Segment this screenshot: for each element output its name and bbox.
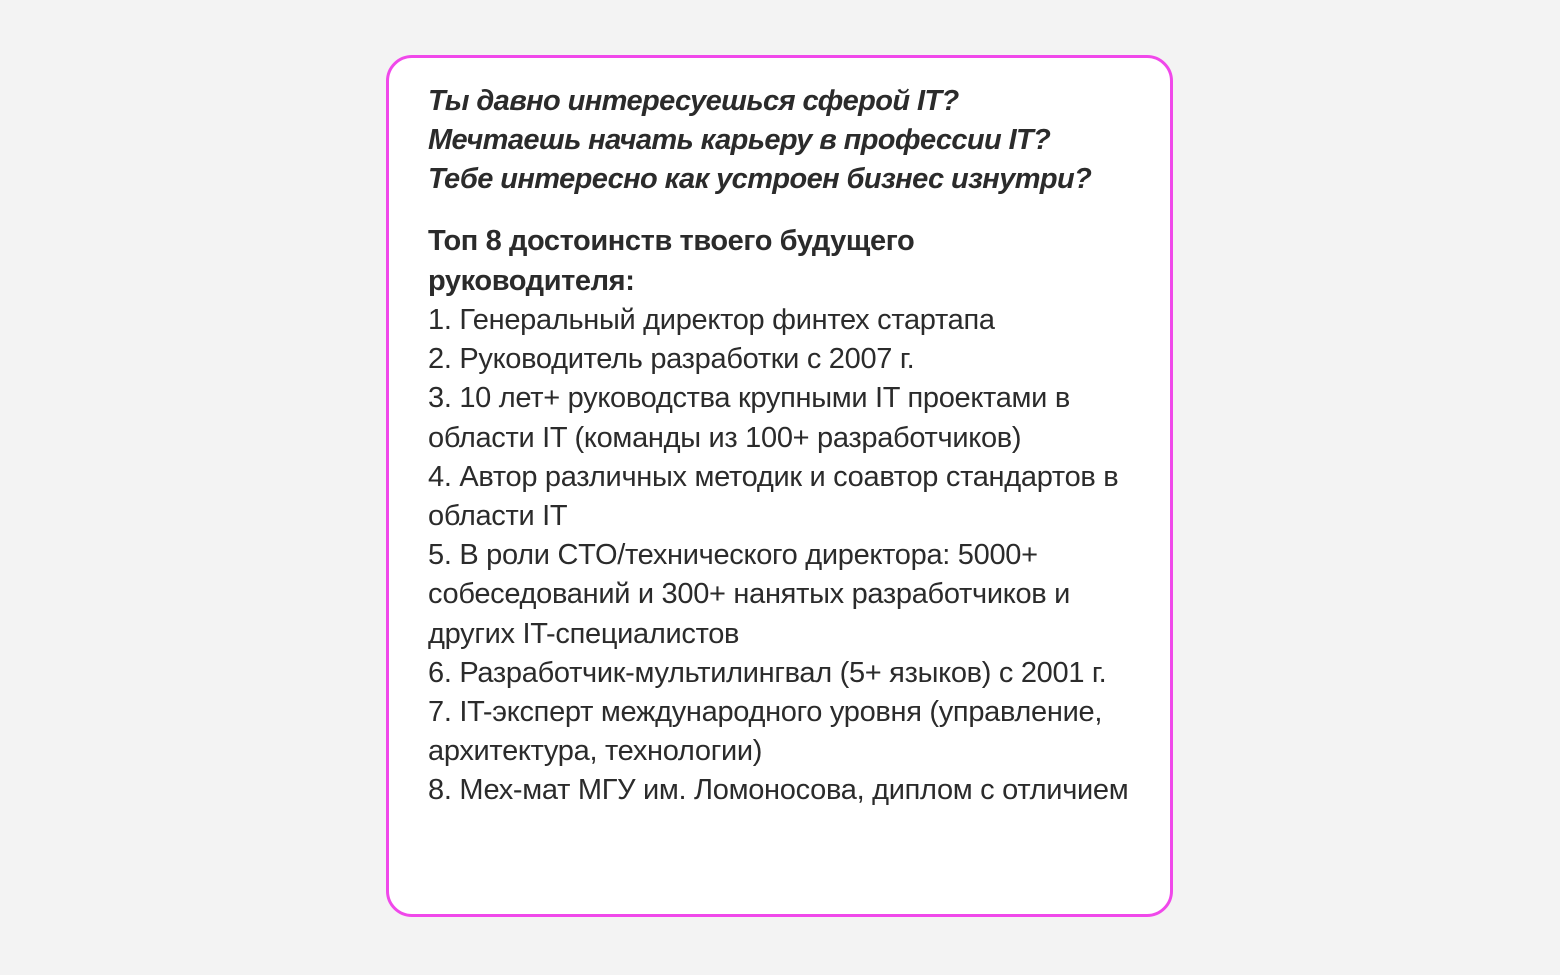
intro-questions	[428, 82, 1140, 199]
list-heading: Топ 8 достоинств твоего будущего руководителя:	[428, 225, 915, 297]
list-item: 1. Генеральный директор финтех стартапа	[428, 304, 995, 336]
list-item: 7. IT-эксперт международного уровня (управление, архитектура, технологии)	[428, 696, 1103, 768]
advantages-list	[428, 301, 1140, 811]
list-item: 3. 10 лет+ руководства крупными IT проектами в области IT (команды из 100+ разработчиков)	[428, 382, 1070, 454]
question-line: Ты давно интересуешься сферой IT?	[428, 85, 959, 117]
list-item: 2. Руководитель разработки с 2007 г.	[428, 343, 915, 376]
question-line: Мечтаешь начать карьеру в профессии IT?	[428, 124, 1051, 156]
info-card	[386, 55, 1173, 917]
question-line: Тебе интересно как устроен бизнес изнутри?	[428, 163, 1092, 195]
list-item: 8. Мех-мат МГУ им. Ломоносова, диплом с отличием	[428, 774, 1129, 807]
list-item: 6. Разработчик-мультилингвал (5+ языков) с 2001 г.	[428, 656, 1107, 689]
list-item: 5. В роли CTO/технического директора: 5000+ собеседований и 300+ нанятых разработчиков и других IT-специалистов	[428, 539, 1071, 650]
list-item: 4. Автор различных методик и соавтор стандартов в области IT	[428, 460, 1119, 533]
